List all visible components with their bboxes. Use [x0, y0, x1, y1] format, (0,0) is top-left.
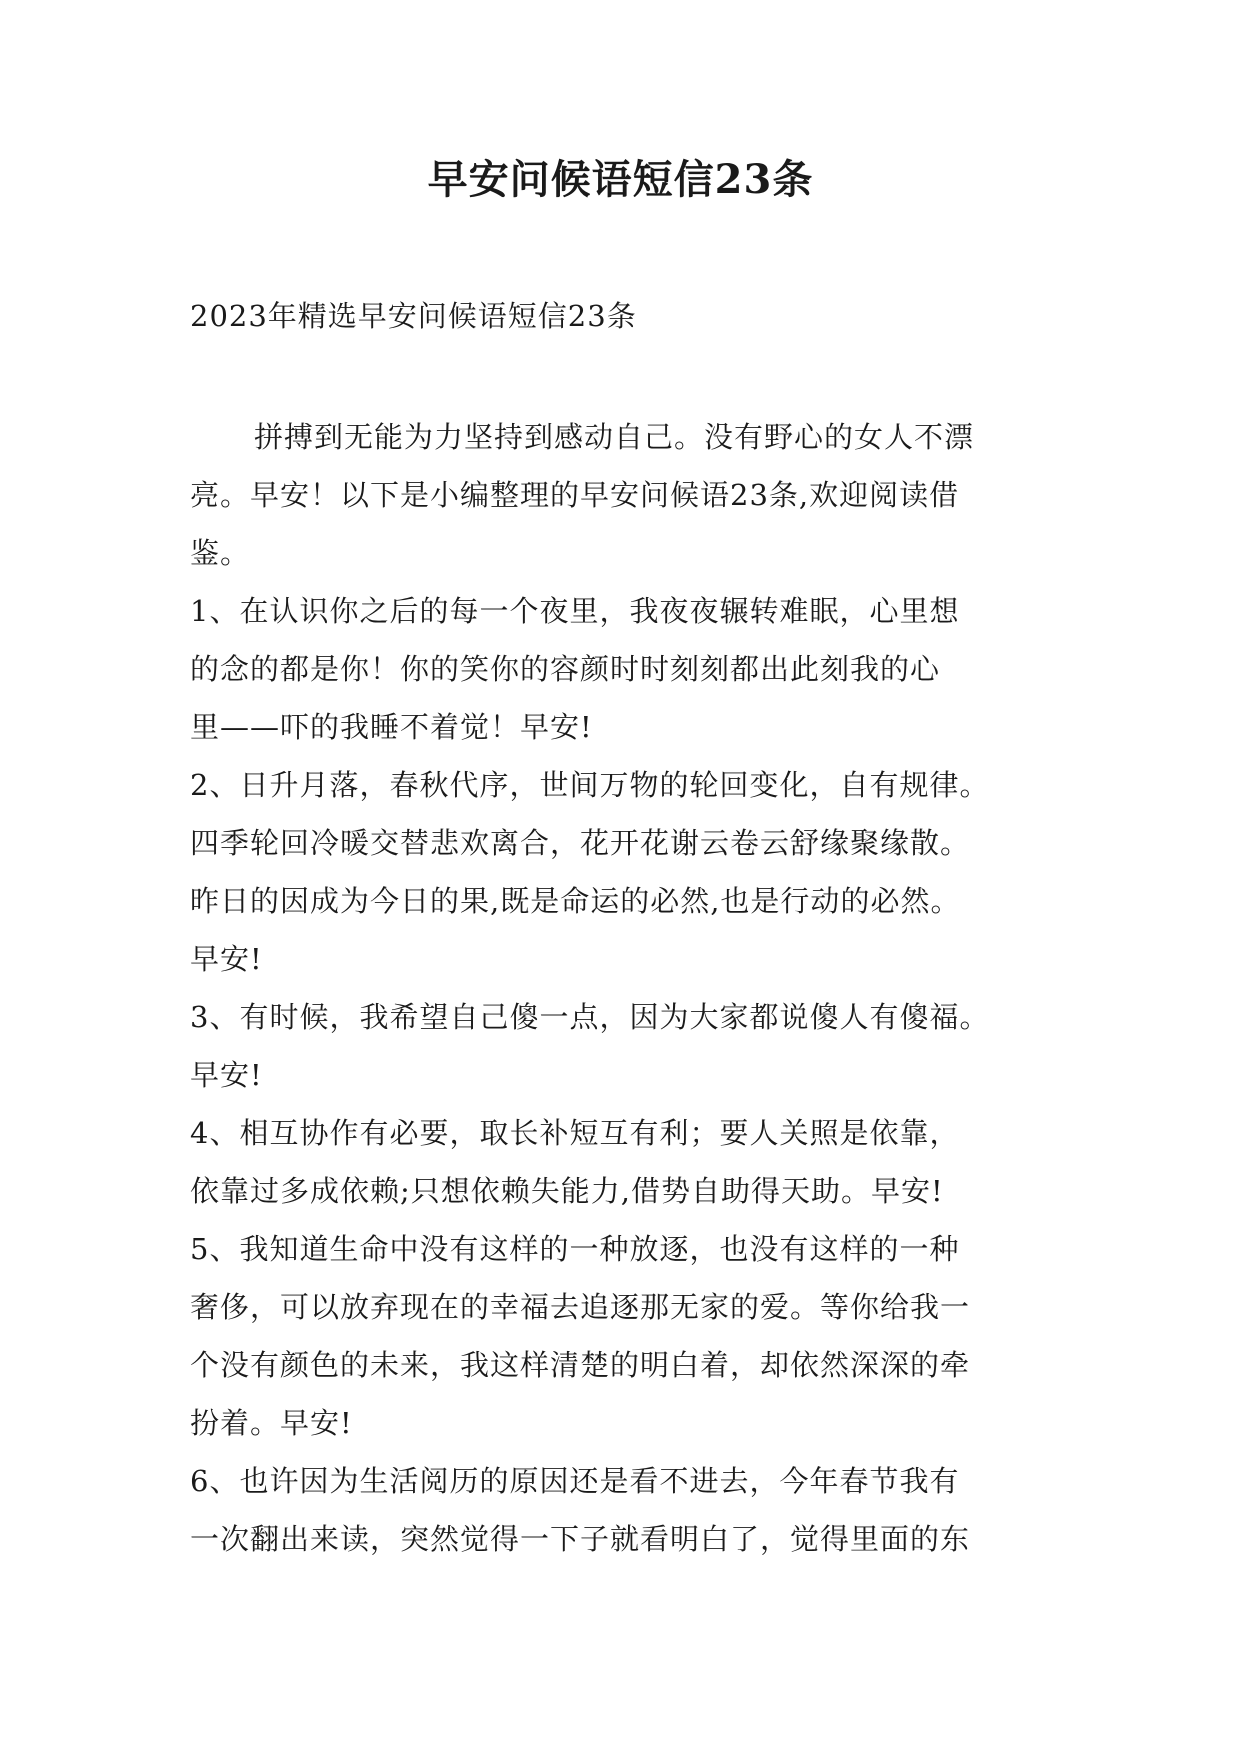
text-line: 2、日升月落，春秋代序，世间万物的轮回变化，自有规律。: [190, 768, 990, 802]
text-line: 里——吓的我睡不着觉！早安!: [190, 710, 593, 744]
document-body: [190, 408, 1070, 1568]
list-item-4: [190, 1104, 1070, 1220]
list-item-3: [190, 988, 1070, 1104]
text-line: 奢侈，可以放弃现在的幸福去追逐那无家的爱。等你给我一: [190, 1290, 971, 1324]
text-line: 5、我知道生命中没有这样的一种放逐，也没有这样的一种: [190, 1232, 960, 1266]
list-item-1: [190, 582, 1070, 756]
list-item-2: [190, 756, 1070, 988]
list-item-5: [190, 1220, 1070, 1452]
document-subtitle: 2023年精选早安问候语短信23条: [190, 299, 637, 333]
page-title: 早安问候语短信23条: [427, 156, 814, 203]
text-line: 鉴。: [190, 536, 251, 570]
text-line: 亮。早安！以下是小编整理的早安问候语23条,欢迎阅读借: [190, 478, 960, 512]
text-line: 的念的都是你！你的笑你的容颜时时刻刻都出此刻我的心: [190, 652, 941, 686]
text-line: 一次翻出来读，突然觉得一下子就看明白了，觉得里面的东: [190, 1522, 971, 1556]
text-line: 扮着。早安!: [190, 1406, 353, 1440]
text-line: 个没有颜色的未来，我这样清楚的明白着，却依然深深的牵: [190, 1348, 971, 1382]
text-line: 昨日的因成为今日的果,既是命运的必然,也是行动的必然。: [190, 884, 961, 918]
text-line: 依靠过多成依赖;只想依赖失能力,借势自助得天助。早安!: [190, 1174, 944, 1208]
text-line: 4、相互协作有必要，取长补短互有利；要人关照是依靠，: [190, 1116, 960, 1150]
text-line: 早安!: [190, 1058, 263, 1092]
intro-paragraph: [190, 408, 1070, 582]
list-item-6: [190, 1452, 1070, 1568]
text-line: 3、有时候，我希望自己傻一点，因为大家都说傻人有傻福。: [190, 1000, 990, 1034]
text-line: 早安!: [190, 942, 263, 976]
text-line: 6、也许因为生活阅历的原因还是看不进去，今年春节我有: [190, 1464, 960, 1498]
text-line: 四季轮回冷暖交替悲欢离合，花开花谢云卷云舒缘聚缘散。: [190, 826, 971, 860]
text-line: 1、在认识你之后的每一个夜里，我夜夜辗转难眠，心里想: [190, 594, 960, 628]
text-line: 拼搏到无能为力坚持到感动自己。没有野心的女人不漂: [254, 420, 975, 454]
